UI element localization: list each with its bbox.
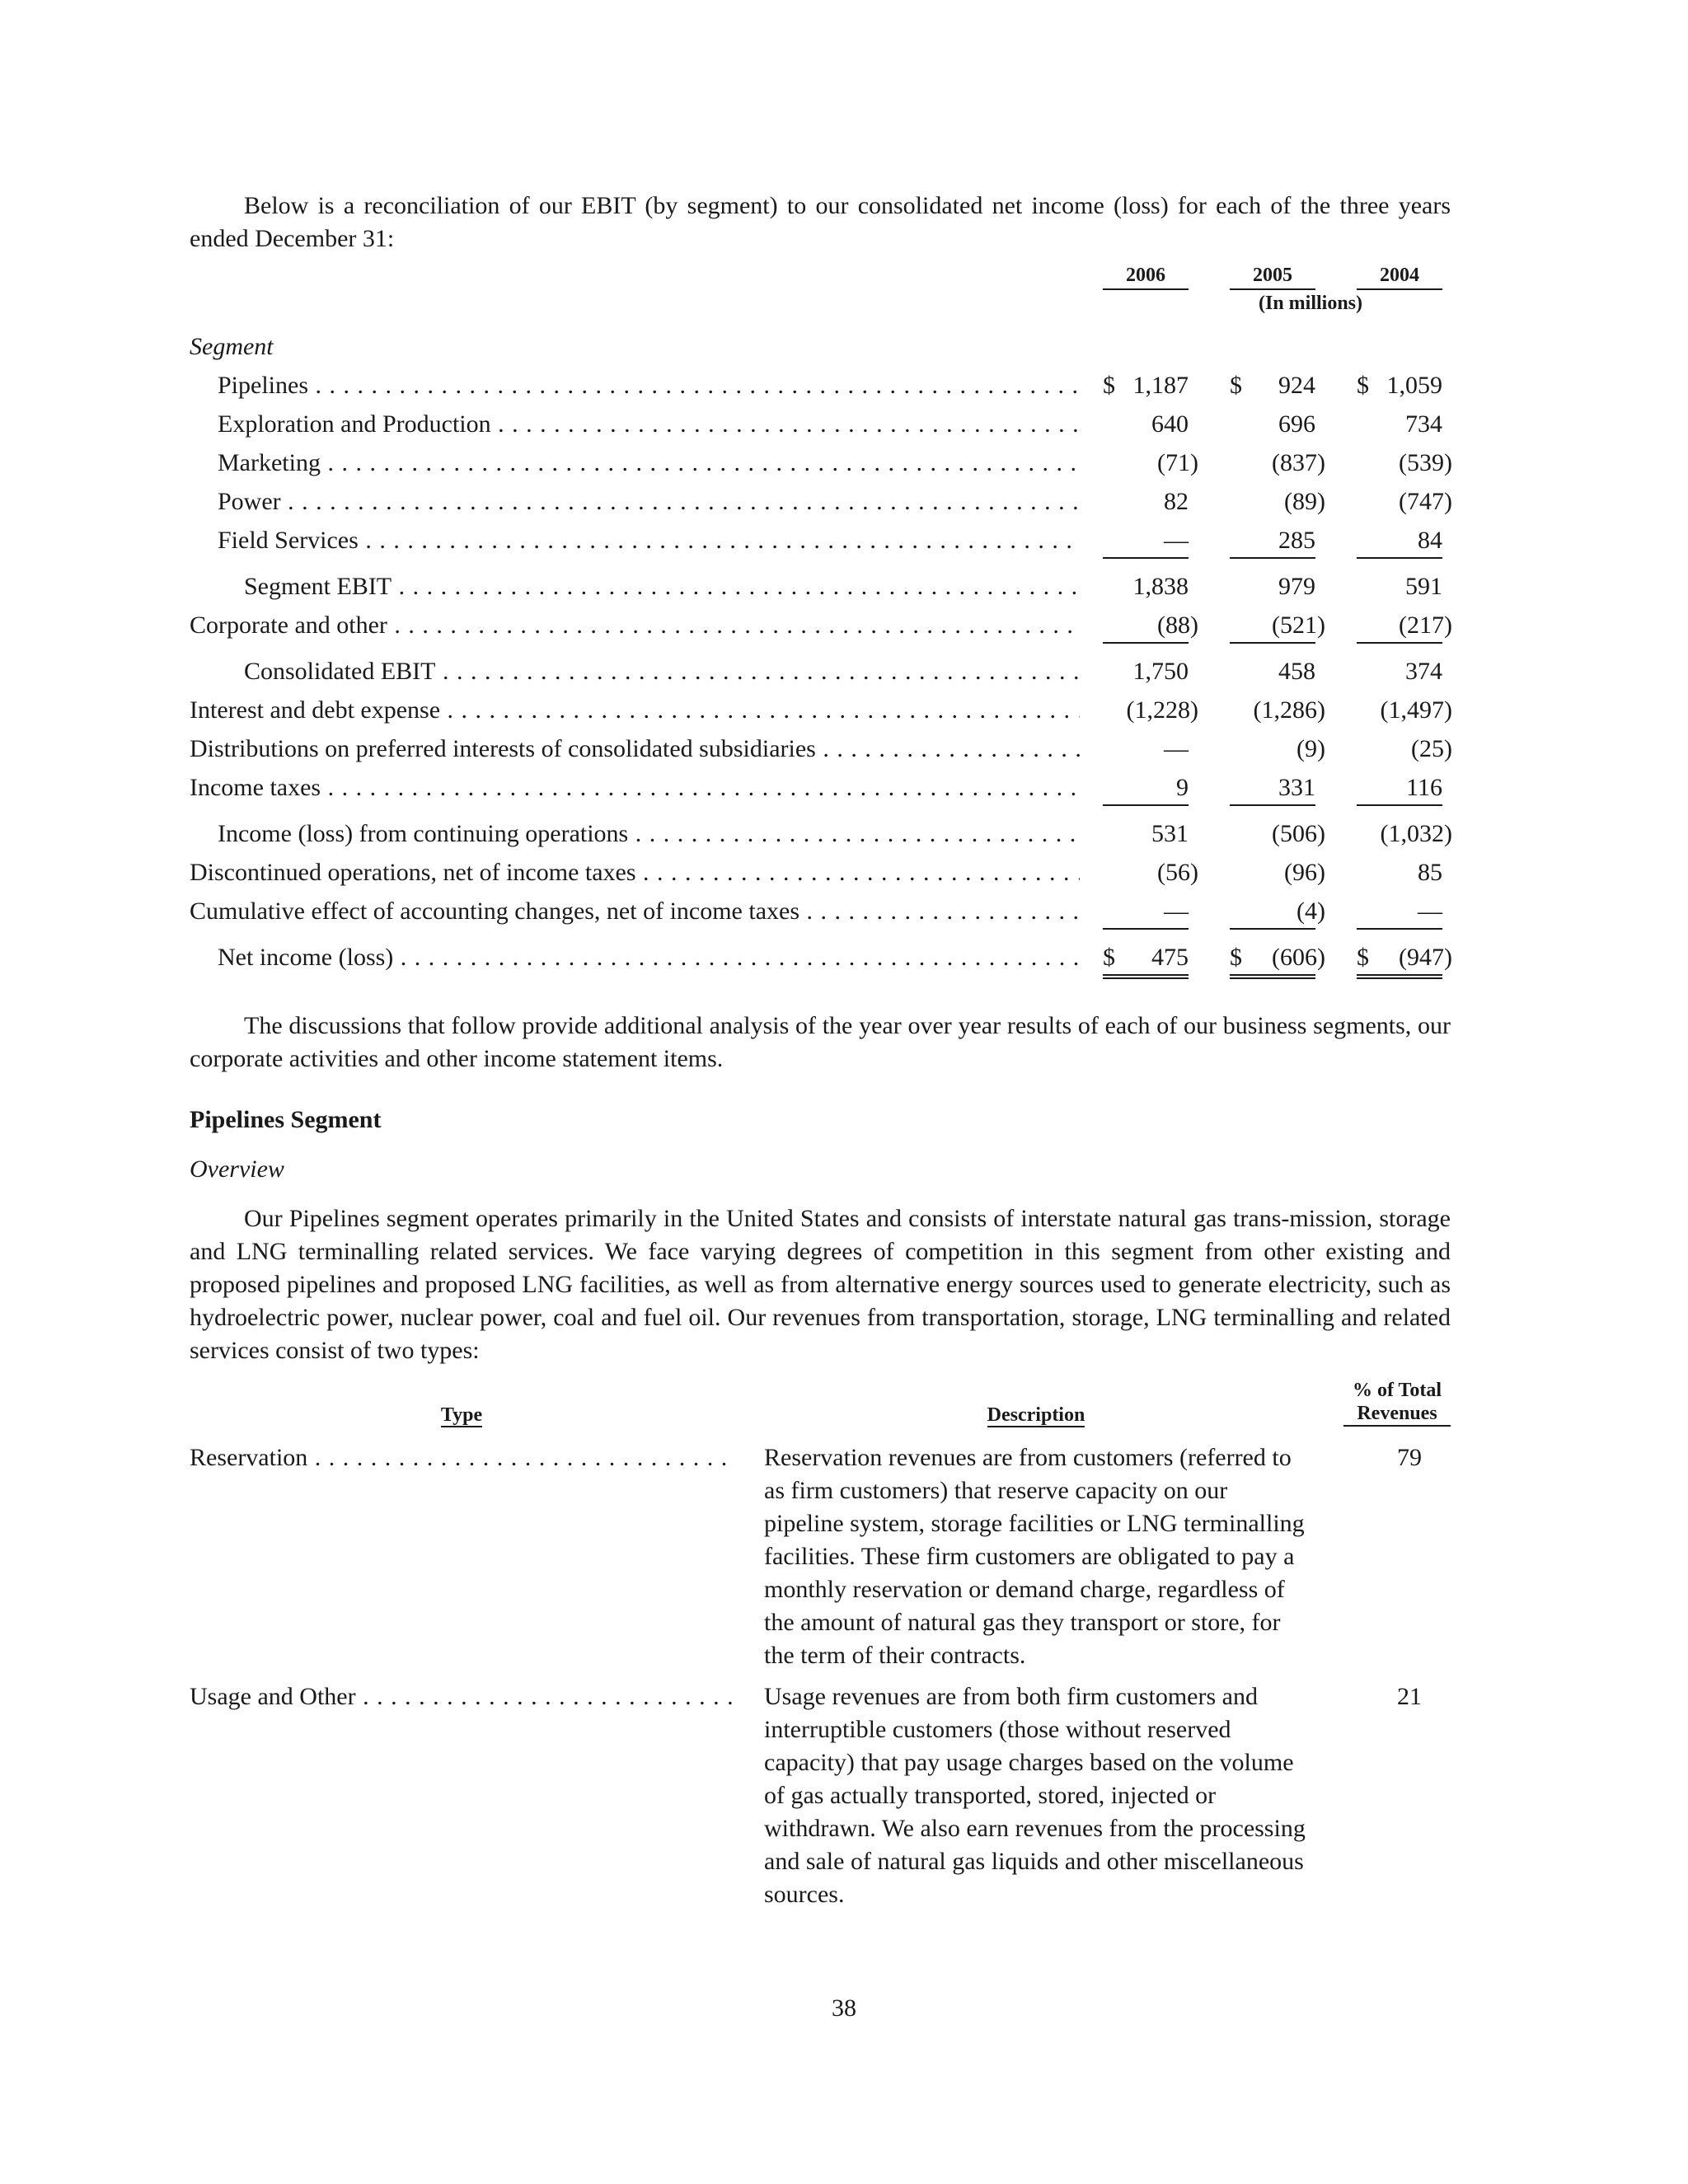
year-header-2004: 2004 — [1357, 262, 1442, 290]
table-row — [190, 691, 1451, 729]
row-value-2006 — [1103, 652, 1189, 688]
value-number: 374 — [1405, 658, 1442, 685]
row-value-2006 — [1103, 482, 1189, 518]
currency-sign: $ — [1357, 944, 1369, 971]
revenue-percent: 21 — [1397, 1683, 1422, 1710]
row-value-2006 — [1103, 366, 1189, 402]
table-row — [190, 814, 1451, 853]
currency-sign: $ — [1103, 944, 1115, 971]
value-number: (25) — [1411, 735, 1452, 762]
units-label: (In millions) — [1258, 293, 1363, 314]
year-header-row — [190, 262, 1451, 328]
table-row — [190, 729, 1451, 768]
value-number: (89) — [1284, 488, 1325, 515]
row-value-2004 — [1357, 482, 1452, 518]
row-value-2004 — [1357, 567, 1442, 603]
row-value-2005 — [1230, 567, 1315, 603]
value-number: (1,497) — [1380, 696, 1452, 724]
value-number: 734 — [1405, 410, 1442, 438]
value-number: (606) — [1272, 944, 1325, 971]
table-row — [190, 443, 1451, 482]
value-number: (947) — [1399, 944, 1452, 971]
table-row — [190, 652, 1451, 691]
row-value-2004 — [1357, 853, 1442, 889]
row-value-2005 — [1230, 892, 1325, 930]
row-value-2006 — [1103, 814, 1189, 851]
row-value-2006 — [1103, 729, 1189, 766]
description-header: Description — [987, 1404, 1085, 1426]
row-value-2005 — [1230, 405, 1315, 441]
value-number: — — [1164, 898, 1189, 925]
row-label: Pipelines . . . — [218, 366, 1080, 405]
row-value-2006 — [1103, 768, 1189, 806]
row-value-2005 — [1230, 521, 1315, 559]
value-number: (56) — [1157, 859, 1198, 886]
value-number: — — [1418, 898, 1442, 925]
row-value-2005 — [1230, 366, 1315, 402]
row-label: Exploration and Production . . . — [218, 405, 1080, 443]
currency-sign: $ — [1103, 372, 1115, 399]
value-number: 979 — [1278, 573, 1315, 600]
row-value-2004 — [1357, 405, 1442, 441]
document-page — [190, 190, 1451, 1911]
value-number: 84 — [1418, 527, 1442, 554]
row-value-2006 — [1103, 938, 1189, 979]
row-value-2006 — [1103, 892, 1189, 930]
page-number: 38 — [832, 1994, 856, 2022]
value-number: (9) — [1296, 735, 1325, 762]
row-label: Corporate and other . . . — [190, 606, 1080, 644]
value-number: 285 — [1278, 527, 1315, 554]
row-label: Distributions on preferred interests of consolidated subsidiaries . . . — [190, 729, 1080, 768]
value-number: 1,838 — [1132, 573, 1189, 600]
revenue-type: Usage and Other . . . — [190, 1680, 734, 1713]
table-row — [190, 405, 1451, 443]
value-number: (1,286) — [1253, 696, 1325, 724]
row-label: Interest and debt expense . . . — [190, 691, 1080, 729]
row-value-2004 — [1357, 366, 1442, 402]
row-value-2004 — [1357, 814, 1452, 851]
value-number: 458 — [1278, 658, 1315, 685]
table-row — [190, 482, 1451, 521]
value-number: (71) — [1157, 449, 1198, 476]
revenue-row — [190, 1441, 1451, 1672]
value-number: — — [1164, 735, 1189, 762]
row-label: Segment EBIT . . . — [244, 567, 1080, 606]
row-value-2005 — [1230, 482, 1325, 518]
row-label: Net income (loss) . . . — [218, 938, 1080, 977]
value-number: (4) — [1296, 898, 1325, 925]
table-row — [190, 521, 1451, 560]
row-label: Marketing . . . — [218, 443, 1080, 482]
value-number: (539) — [1399, 449, 1452, 476]
value-number: 696 — [1278, 410, 1315, 438]
row-value-2004 — [1357, 729, 1452, 766]
row-value-2005 — [1230, 652, 1315, 688]
intro-paragraph: Below is a reconciliation of our EBIT (by segment) to our consolidated net income (loss) for each of the three years ended December 31: — [190, 192, 1451, 252]
row-value-2004 — [1357, 768, 1442, 806]
row-value-2006 — [1103, 606, 1198, 644]
value-number: (837) — [1272, 449, 1325, 476]
value-number: (1,032) — [1380, 820, 1452, 847]
row-value-2005 — [1230, 443, 1325, 480]
year-header-2005: 2005 — [1230, 262, 1315, 290]
row-value-2005 — [1230, 729, 1325, 766]
percent-header: % of Total Revenues — [1343, 1379, 1451, 1427]
row-value-2006 — [1103, 567, 1189, 603]
row-value-2005 — [1230, 606, 1325, 644]
row-value-2005 — [1230, 814, 1325, 851]
value-number: (506) — [1272, 820, 1325, 847]
year-header-2006: 2006 — [1103, 262, 1189, 290]
row-value-2004 — [1357, 892, 1442, 930]
value-number: (88) — [1157, 612, 1198, 639]
value-number: 640 — [1151, 410, 1189, 438]
row-value-2005 — [1230, 853, 1325, 889]
row-value-2004 — [1357, 691, 1452, 727]
row-value-2006 — [1103, 443, 1198, 480]
value-number: 475 — [1151, 944, 1189, 971]
value-number: 9 — [1176, 774, 1189, 801]
row-value-2006 — [1103, 521, 1189, 559]
revenue-description: Reservation revenues are from customers (referred to as firm customers) that reserve capacity on our pipeline system, storage facilities or LNG terminalling facilities. These firm customers are obligated to pay a monthly reservation or demand charge, regardless of the amount of natural gas they transport or store, for the term of their contracts. — [764, 1444, 1305, 1669]
subsection-heading: Overview — [190, 1155, 284, 1183]
currency-sign: $ — [1230, 372, 1242, 399]
value-number: 82 — [1164, 488, 1189, 515]
row-value-2004 — [1357, 443, 1452, 480]
type-header: Type — [440, 1404, 483, 1426]
row-label: Cumulative effect of accounting changes, net of income taxes . . . — [190, 892, 1080, 930]
value-number: (96) — [1284, 859, 1325, 886]
value-number: 331 — [1278, 774, 1315, 801]
value-number: — — [1164, 527, 1189, 554]
value-number: (521) — [1272, 612, 1325, 639]
value-number: 591 — [1405, 573, 1442, 600]
value-number: 1,187 — [1132, 372, 1189, 399]
table-row — [190, 938, 1451, 977]
table-row — [190, 892, 1451, 930]
value-number: 1,750 — [1132, 658, 1189, 685]
row-value-2006 — [1103, 853, 1198, 889]
table-row — [190, 366, 1451, 405]
currency-sign: $ — [1230, 944, 1242, 971]
row-value-2006 — [1103, 691, 1198, 727]
revenue-type: Reservation . . . — [190, 1441, 734, 1474]
pipelines-paragraph: Our Pipelines segment operates primarily in the United States and consists of interstate natural gas trans-mission, storage and LNG terminalling related services. We face varying degrees of competition in this segment from other existing and proposed pipelines and proposed LNG facilities, as well as from alternative energy sources used to generate electricity, such as hydroelectric power, nuclear power, coal and fuel oil. Our revenues from transportation, storage, LNG terminalling and related services consist of two types: — [190, 1205, 1451, 1364]
row-value-2005 — [1230, 691, 1325, 727]
row-value-2004 — [1357, 938, 1452, 979]
section-heading: Pipelines Segment — [190, 1106, 382, 1133]
row-value-2004 — [1357, 606, 1452, 644]
row-label: Income taxes . . . — [190, 768, 1080, 807]
row-value-2004 — [1357, 652, 1442, 688]
row-label: Consolidated EBIT . . . — [244, 652, 1080, 691]
value-number: 924 — [1278, 372, 1315, 399]
value-number: (747) — [1399, 488, 1452, 515]
row-value-2005 — [1230, 938, 1325, 979]
table-row — [190, 768, 1451, 807]
revenue-table-header — [190, 1377, 1451, 1427]
revenue-row — [190, 1680, 1451, 1911]
row-label: Discontinued operations, net of income taxes . . . — [190, 853, 1080, 892]
value-number: 1,059 — [1386, 372, 1442, 399]
row-label: Field Services . . . — [218, 521, 1080, 560]
table-row — [190, 567, 1451, 606]
segment-heading: Segment — [190, 333, 274, 360]
value-number: 531 — [1151, 820, 1189, 847]
value-number: (217) — [1399, 612, 1452, 639]
currency-sign: $ — [1357, 372, 1369, 399]
row-value-2004 — [1357, 521, 1442, 559]
row-value-2006 — [1103, 405, 1189, 441]
discussion-paragraph: The discussions that follow provide additional analysis of the year over year results of each of our business segments, our corporate activities and other income statement items. — [190, 1012, 1451, 1072]
value-number: 85 — [1418, 859, 1442, 886]
row-label: Power . . . — [218, 482, 1080, 521]
value-number: 116 — [1406, 774, 1442, 801]
row-label: Income (loss) from continuing operations . . . — [218, 814, 1080, 853]
revenue-description: Usage revenues are from both firm customers and interruptible customers (those without reserved capacity) that pay usage charges based on the volume of gas actually transported, stored, injected or withdrawn. We also earn revenues from the processing and sale of natural gas liquids and other miscellaneous sources. — [764, 1683, 1306, 1908]
table-row — [190, 853, 1451, 892]
revenue-percent: 79 — [1397, 1444, 1422, 1471]
value-number: (1,228) — [1126, 696, 1198, 724]
table-row — [190, 606, 1451, 644]
row-value-2005 — [1230, 768, 1315, 806]
reconciliation-table — [190, 366, 1451, 977]
